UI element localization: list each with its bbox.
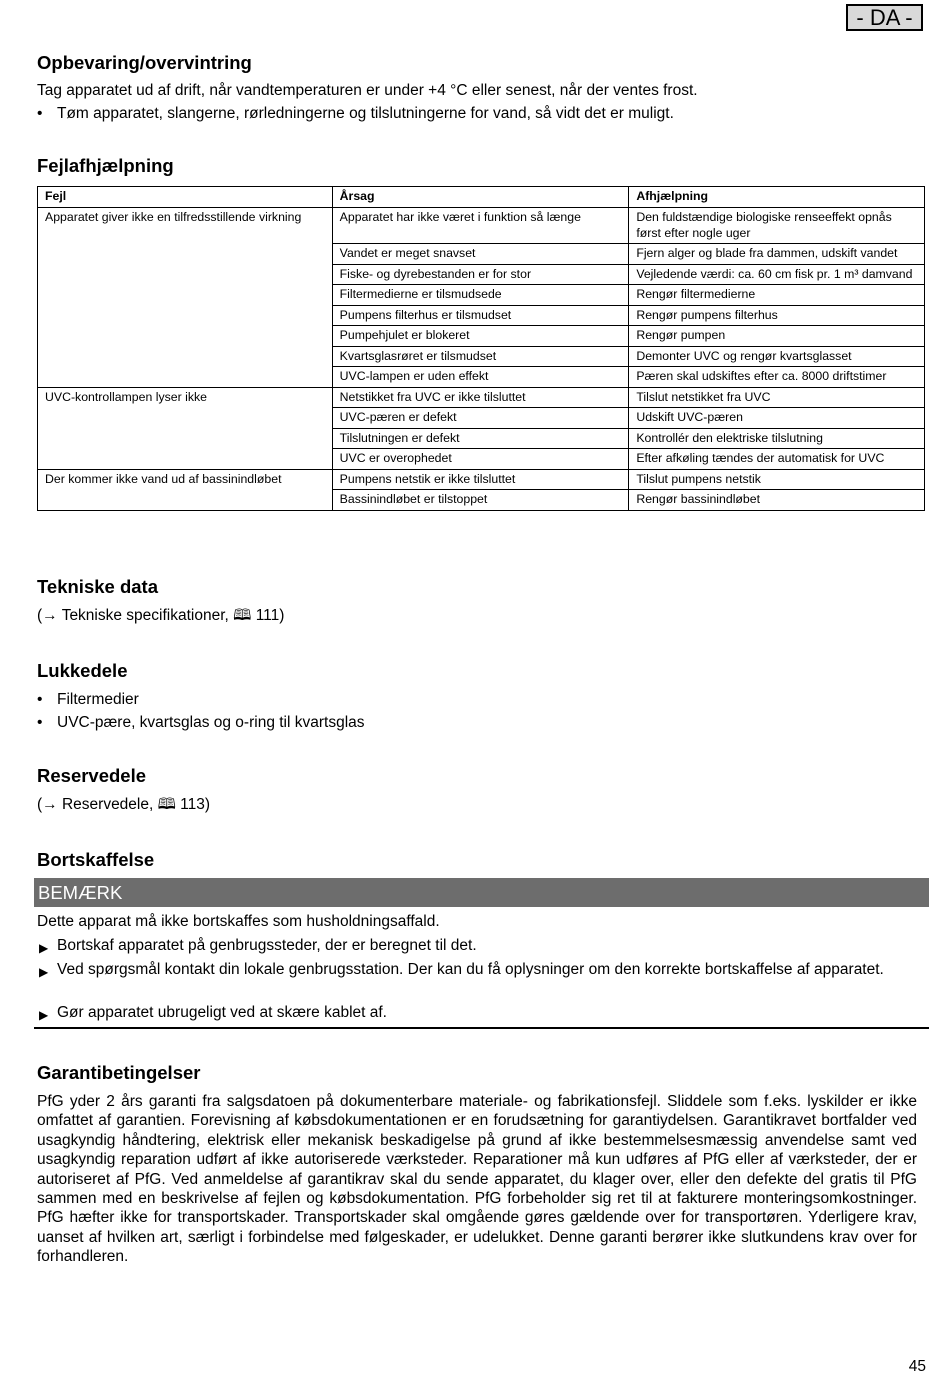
arrow-right-icon: ▶: [39, 941, 49, 955]
bullet-dot: •: [37, 691, 43, 708]
troubleshooting-table-body: [38, 208, 925, 511]
cause-cell: Pumpehjulet er blokeret: [332, 326, 629, 347]
cause-cell: UVC-lampen er uden effekt: [332, 367, 629, 388]
cause-cell: Pumpens filterhus er tilsmudset: [332, 305, 629, 326]
cause-cell: Kvartsglasrøret er tilsmudset: [332, 346, 629, 367]
disposal-step: [37, 960, 917, 979]
list-item: [37, 713, 365, 732]
table-row: [38, 469, 925, 490]
list-item: [37, 690, 139, 709]
cause-cell: Filtermedierne er tilsmudsede: [332, 285, 629, 306]
remedy-cell: Tilslut netstikket fra UVC: [629, 387, 925, 408]
table-header-row: [38, 187, 925, 208]
remedy-cell: Fjern alger og blade fra dammen, udskift vandet: [629, 244, 925, 265]
fault-cell: Apparatet giver ikke en tilfredsstillende virkning: [38, 208, 333, 388]
column-header-cause: Årsag: [332, 187, 629, 208]
storage-bullet: [37, 104, 674, 123]
troubleshooting-table: [37, 186, 925, 511]
table-row: [38, 387, 925, 408]
cause-cell: Fiske- og dyrebestanden er for stor: [332, 264, 629, 285]
remedy-cell: Demonter UVC og rengør kvartsglasset: [629, 346, 925, 367]
notice-banner: BEMÆRK: [34, 878, 929, 907]
cause-cell: Apparatet har ikke været i funktion så længe: [332, 208, 629, 244]
cause-cell: Tilslutningen er defekt: [332, 428, 629, 449]
cause-cell: Bassinindløbet er tilstoppet: [332, 490, 629, 511]
language-tag: - DA -: [846, 4, 923, 31]
remedy-cell: Tilslut pumpens netstik: [629, 469, 925, 490]
cause-cell: Netstikket fra UVC er ikke tilsluttet: [332, 387, 629, 408]
remedy-cell: Rengør pumpens filterhus: [629, 305, 925, 326]
remedy-cell: Kontrollér den elektriske tilslutning: [629, 428, 925, 449]
storage-heading: Opbevaring/overvintring: [37, 52, 252, 73]
disposal-step-text: Gør apparatet ubrugeligt ved at skære kablet af.: [57, 1004, 387, 1021]
cause-cell: UVC-pæren er defekt: [332, 408, 629, 429]
table-row: [38, 208, 925, 244]
troubleshooting-heading: Fejlafhjælpning: [37, 155, 174, 176]
remedy-cell: Rengør pumpen: [629, 326, 925, 347]
remedy-cell: Efter afkøling tændes der automatisk for UVC: [629, 449, 925, 470]
fault-cell: Der kommer ikke vand ud af bassinindløbet: [38, 469, 333, 510]
technical-reference: (→ Tekniske specifikationer, 🕮 111): [37, 607, 285, 624]
wear-part-label: UVC-pære, kvartsglas og o-ring til kvartsglas: [57, 714, 365, 731]
guarantee-heading: Garantibetingelser: [37, 1062, 201, 1083]
column-header-remedy: Afhjælpning: [629, 187, 925, 208]
spare-parts-heading: Reservedele: [37, 765, 147, 786]
bullet-dot: •: [37, 714, 43, 731]
disposal-heading: Bortskaffelse: [37, 849, 155, 870]
remedy-cell: Rengør bassinindløbet: [629, 490, 925, 511]
fault-cell: UVC-kontrollampen lyser ikke: [38, 387, 333, 469]
disposal-step: [37, 1003, 917, 1022]
notice-bottom-rule: [34, 1027, 929, 1029]
cause-cell: Vandet er meget snavset: [332, 244, 629, 265]
remedy-cell: Den fuldstændige biologiske renseeffekt opnås først efter nogle uger: [629, 208, 925, 244]
bullet-dot: •: [37, 105, 43, 122]
spare-parts-reference: (→ Reservedele, 🕮 113): [37, 796, 211, 813]
cause-cell: UVC er overophedet: [332, 449, 629, 470]
disposal-step: [37, 936, 917, 955]
technical-heading: Tekniske data: [37, 576, 158, 597]
arrow-right-icon: ▶: [39, 965, 49, 979]
arrow-right-icon: ▶: [39, 1008, 49, 1022]
wear-part-label: Filtermedier: [57, 691, 139, 708]
remedy-cell: Udskift UVC-pæren: [629, 408, 925, 429]
storage-text: Tag apparatet ud af drift, når vandtemperaturen er under +4 °C eller senest, når der ventes frost.: [37, 82, 698, 99]
disposal-text: Dette apparat må ikke bortskaffes som husholdningsaffald.: [37, 913, 440, 930]
remedy-cell: Vejledende værdi: ca. 60 cm fisk pr. 1 m³ damvand: [629, 264, 925, 285]
page-number: 45: [908, 1358, 926, 1375]
cause-cell: Pumpens netstik er ikke tilsluttet: [332, 469, 629, 490]
column-header-fault: Fejl: [38, 187, 333, 208]
guarantee-text: PfG yder 2 års garanti fra salgsdatoen på dokumenterbare materiale- og fabrikationsfejl. Sliddele som f.eks. lyskilder er ikke omfattet af garantien. Forevisning af købsdokumentationen er en forudsætning for garantiydelsen. Garantikravet bortfalder ved usagkyndig håndtering, elektrisk eller mekanisk beskadigelse på grund af ikke bestemmelsesmæssig anvendelse samt ved usagkyndig reparation udført af ikke autoriserede værksteder. Reparationer må kun udføres af PfG eller af værksteder, der er autoriseret af PfG. Ved anmeldelse af garantikrav skal du sende apparatet, du klager over, eller den defekte del gratis til PfG sammen med en beskrivelse af fejlen og købsdokumentation. PfG forbeholder sig ret til at fakturere monteringsomkostninger. PfG hæfter ikke for transportskader. Transportskader skal omgående gøres gældende over for transportøren. Yderligere krav, uanset af hvilken art, særligt i forbindelse med følgeskader, er udelukket. Denne garanti berører ikke slutkundens krav over for forhandleren.: [37, 1093, 917, 1266]
storage-bullet-text: Tøm apparatet, slangerne, rørledningerne og tilslutningerne for vand, så vidt det er muligt.: [57, 105, 674, 122]
disposal-step-text: Ved spørgsmål kontakt din lokale genbrugsstation. Der kan du få oplysninger om den korrekte bortskaffelse af apparatet.: [57, 961, 884, 978]
disposal-step-text: Bortskaf apparatet på genbrugssteder, der er beregnet til det.: [57, 937, 477, 954]
remedy-cell: Rengør filtermedierne: [629, 285, 925, 306]
remedy-cell: Pæren skal udskiftes efter ca. 8000 driftstimer: [629, 367, 925, 388]
wear-parts-heading: Lukkedele: [37, 660, 128, 681]
